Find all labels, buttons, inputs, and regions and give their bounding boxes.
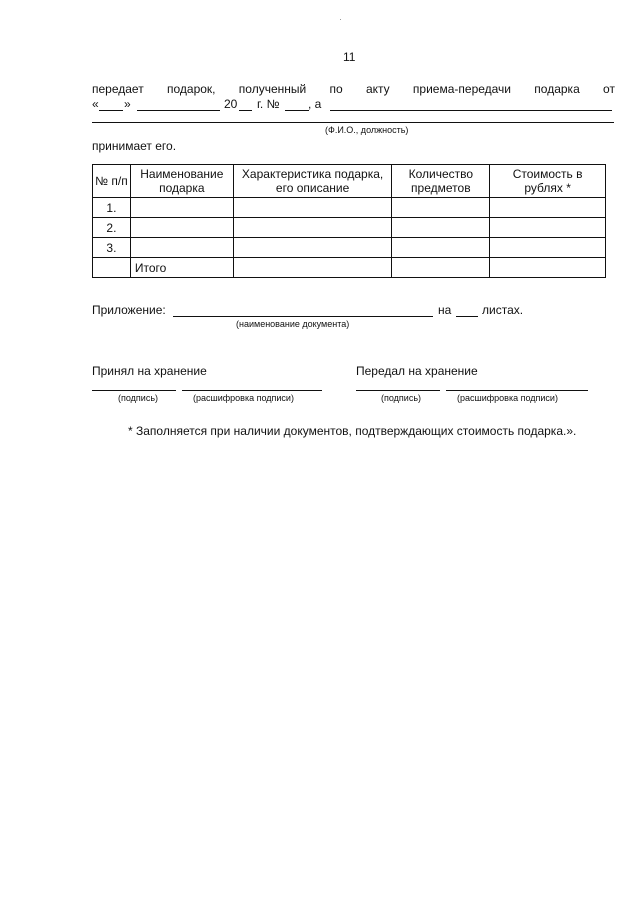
table-cell	[392, 198, 490, 218]
word: от	[603, 82, 615, 96]
attachment-on: на	[438, 303, 452, 317]
table-row	[93, 218, 606, 238]
table-cell	[392, 218, 490, 238]
table-cell	[233, 258, 392, 278]
accepted-decoding-caption: (расшифровка подписи)	[193, 393, 294, 403]
attachment-caption: (наименование документа)	[236, 319, 350, 329]
word: подарка	[534, 82, 580, 96]
accepted-title: Принял на хранение	[92, 364, 207, 378]
fio-caption: (Ф.И.О., должность)	[325, 125, 409, 135]
table-header-row	[93, 165, 606, 198]
table-cell	[93, 258, 131, 278]
word: приема-передачи	[412, 82, 512, 96]
handed-decoding-caption: (расшифровка подписи)	[457, 393, 558, 403]
table-row	[93, 198, 606, 218]
col-header-number: № п/п	[93, 165, 131, 198]
table-cell: 3.	[93, 238, 131, 258]
and-a: , а	[308, 97, 322, 111]
col-header-cost: Стоимость в рублях *	[490, 165, 606, 198]
attachment-label: Приложение:	[92, 303, 166, 317]
gift-table	[92, 164, 606, 278]
table-row-total	[93, 258, 606, 278]
table-cell	[490, 218, 606, 238]
handed-title: Передал на хранение	[356, 364, 478, 378]
table-cell: 2.	[93, 218, 131, 238]
recipient-blank	[330, 110, 612, 111]
fio-line	[92, 122, 614, 123]
handed-signature-caption: (подпись)	[381, 393, 422, 403]
total-label: Итого	[130, 258, 233, 278]
word: акту	[365, 82, 390, 96]
page-number: 11	[343, 50, 356, 64]
day-blank	[99, 110, 123, 111]
accepts-text: принимает его.	[92, 139, 177, 153]
table-cell	[233, 238, 392, 258]
table-cell	[392, 238, 490, 258]
table-row	[93, 238, 606, 258]
year-prefix: 20	[224, 97, 238, 111]
quote-close: »	[124, 97, 131, 111]
col-header-name: Наименование подарка	[130, 165, 233, 198]
word: по	[329, 82, 343, 96]
table-cell	[233, 218, 392, 238]
col-header-quantity: Количество предметов	[392, 165, 490, 198]
table-cell	[490, 198, 606, 218]
handed-signature-line	[356, 390, 440, 391]
body-line-1	[92, 82, 615, 96]
number-blank	[285, 110, 309, 111]
body-line-2	[92, 97, 99, 111]
accepted-decoding-line	[182, 390, 322, 391]
attachment-sheets-blank	[456, 316, 478, 317]
quote-open: «	[92, 97, 99, 111]
handed-decoding-line	[446, 390, 588, 391]
table-cell	[490, 238, 606, 258]
attachment-doc-blank	[173, 316, 433, 317]
table-cell	[233, 198, 392, 218]
table-cell	[392, 258, 490, 278]
footnote: * Заполняется при наличии документов, подтверждающих стоимость подарка.».	[128, 424, 577, 438]
scan-speck	[340, 19, 341, 20]
table-cell	[130, 238, 233, 258]
word: подарок,	[166, 82, 216, 96]
attachment-sheets: листах.	[482, 303, 524, 317]
accepted-signature-caption: (подпись)	[118, 393, 159, 403]
col-header-description: Характеристика подарка, его описание	[233, 165, 392, 198]
number-label: г. №	[257, 97, 280, 111]
table-cell	[130, 198, 233, 218]
accepted-signature-line	[92, 390, 176, 391]
word: передает	[92, 82, 144, 96]
year-blank	[239, 110, 252, 111]
word: полученный	[238, 82, 307, 96]
table-cell	[130, 218, 233, 238]
month-blank	[137, 110, 220, 111]
table-cell: 1.	[93, 198, 131, 218]
table-cell	[490, 258, 606, 278]
